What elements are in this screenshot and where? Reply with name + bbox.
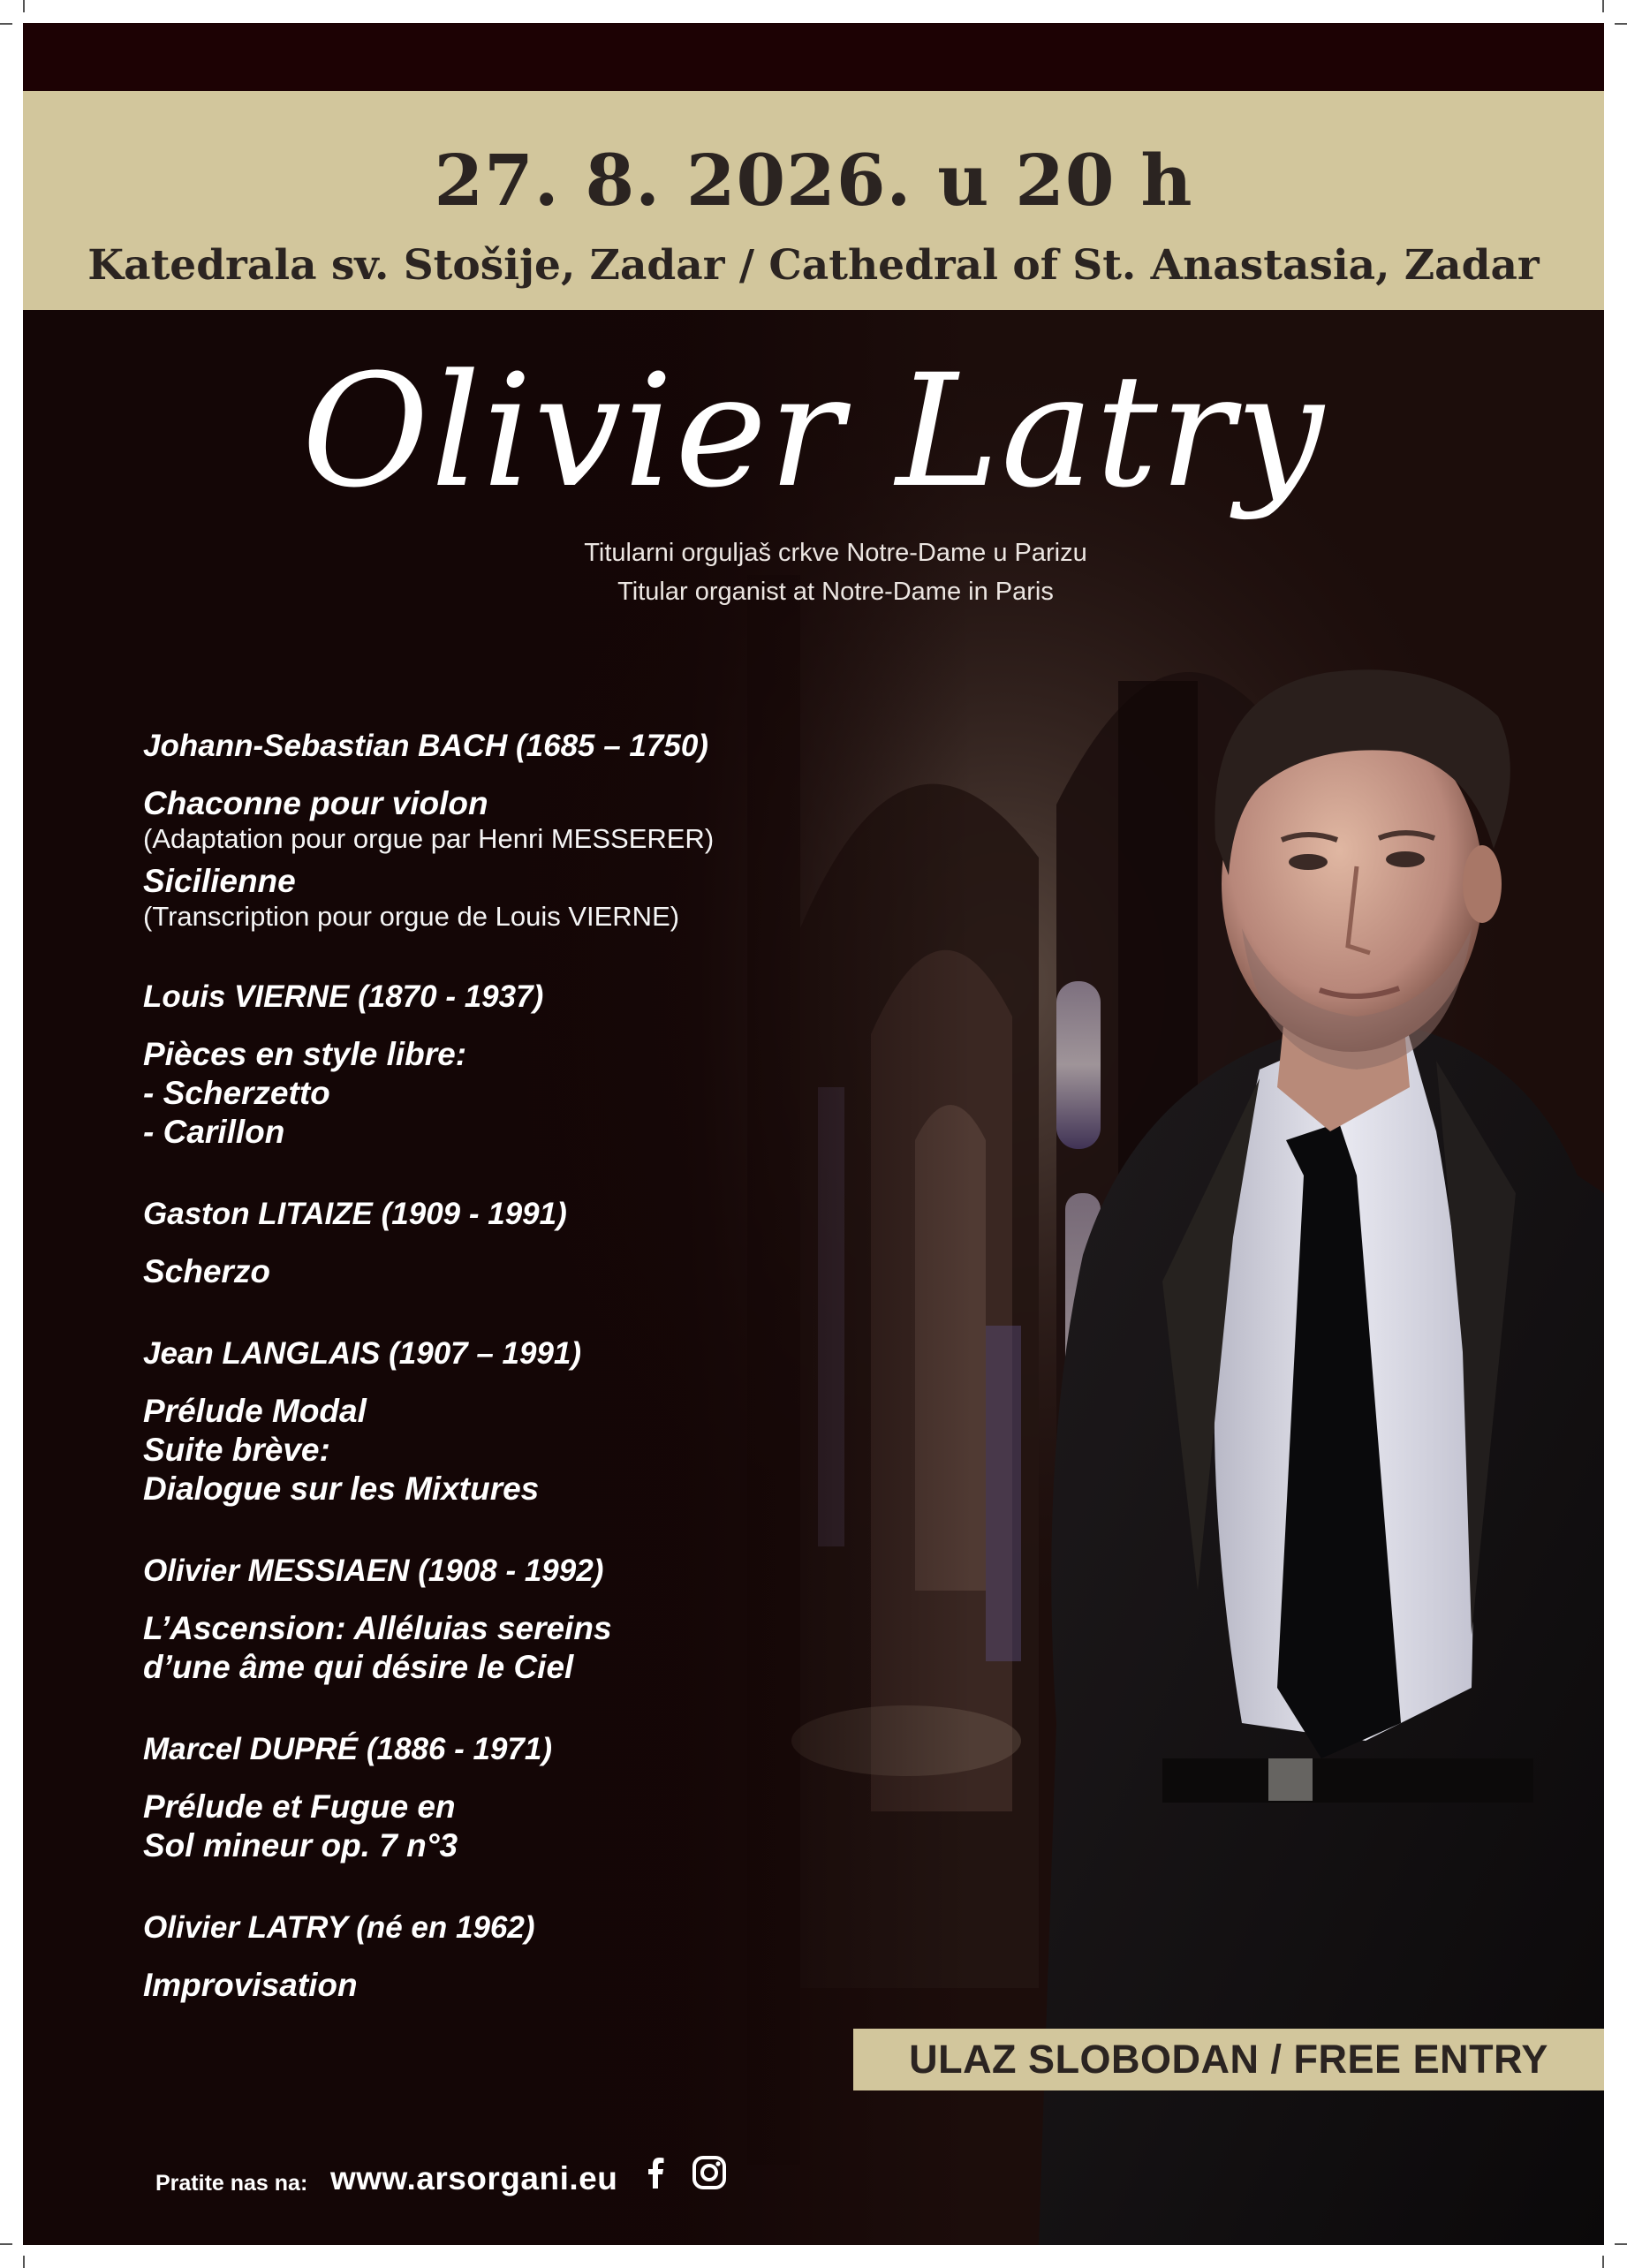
program-item	[143, 1196, 938, 1291]
program-item	[143, 1731, 938, 1865]
composer: Gaston LITAIZE (1909 - 1991)	[143, 1197, 567, 1231]
work-title: Suite brève:	[143, 1432, 330, 1468]
work-title: Sol mineur op. 7 n°3	[143, 1827, 458, 1864]
crop-mark	[23, 0, 25, 12]
program-item	[143, 979, 938, 1152]
composer: Jean LANGLAIS (1907 – 1991)	[143, 1336, 582, 1371]
event-date-time: 27. 8. 2026. u 20 h	[434, 139, 1193, 222]
crop-mark	[0, 2243, 12, 2245]
work-title: Chaconne pour violon	[143, 785, 488, 821]
facebook-icon[interactable]	[637, 2153, 676, 2192]
crop-mark	[1615, 2243, 1627, 2245]
composer: Johann-Sebastian BACH (1685 – 1750)	[143, 729, 708, 763]
crop-mark	[1602, 0, 1604, 12]
crop-mark	[1615, 23, 1627, 25]
performer-subtitle-hr: Titularni orguljaš crkve Notre-Dame u Parizu	[584, 539, 1087, 567]
follow-label: Pratite nas na:	[155, 2171, 308, 2196]
header-band	[23, 91, 1604, 310]
event-venue: Katedrala sv. Stošije, Zadar / Cathedral of St. Anastasia, Zadar	[87, 241, 1540, 290]
composer: Louis VIERNE (1870 - 1937)	[143, 979, 544, 1014]
work-title: - Carillon	[143, 1114, 285, 1150]
work-title: Prélude et Fugue en	[143, 1788, 456, 1825]
website-link[interactable]: www.arsorgani.eu	[330, 2160, 618, 2196]
work-title: L’Ascension: Alléluias sereins	[143, 1610, 612, 1646]
program-item	[143, 1553, 938, 1687]
work-title: Sicilienne	[143, 863, 296, 899]
composer: Olivier LATRY (né en 1962)	[143, 1910, 535, 1945]
free-entry-banner: ULAZ SLOBODAN / FREE ENTRY	[853, 2029, 1604, 2090]
work-note: (Adaptation pour orgue par Henri MESSERER)	[143, 823, 715, 854]
program-item	[143, 728, 938, 934]
work-title: d’une âme qui désire le Ciel	[143, 1649, 574, 1685]
work-title: Pièces en style libre:	[143, 1036, 467, 1072]
program-item	[143, 1909, 938, 2005]
instagram-icon[interactable]	[690, 2153, 729, 2192]
work-title: - Scherzetto	[143, 1075, 330, 1111]
concert-poster	[23, 23, 1604, 2245]
work-title: Dialogue sur les Mixtures	[143, 1470, 540, 1507]
work-title: Prélude Modal	[143, 1393, 367, 1429]
performer-subtitle-en: Titular organist at Notre-Dame in Paris	[617, 578, 1054, 606]
work-title: Scherzo	[143, 1253, 270, 1289]
work-title: Improvisation	[143, 1967, 358, 2003]
crop-mark	[1602, 2256, 1604, 2268]
top-strip	[23, 23, 1604, 91]
work-note: (Transcription pour orgue de Louis VIERNE)	[143, 901, 680, 932]
performer-name: Olivier Latry	[301, 341, 1326, 522]
crop-mark	[0, 23, 12, 25]
crop-mark	[23, 2256, 25, 2268]
composer: Olivier MESSIAEN (1908 - 1992)	[143, 1554, 604, 1588]
concert-program	[143, 728, 938, 2049]
program-item	[143, 1335, 938, 1508]
composer: Marcel DUPRÉ (1886 - 1971)	[143, 1732, 552, 1766]
